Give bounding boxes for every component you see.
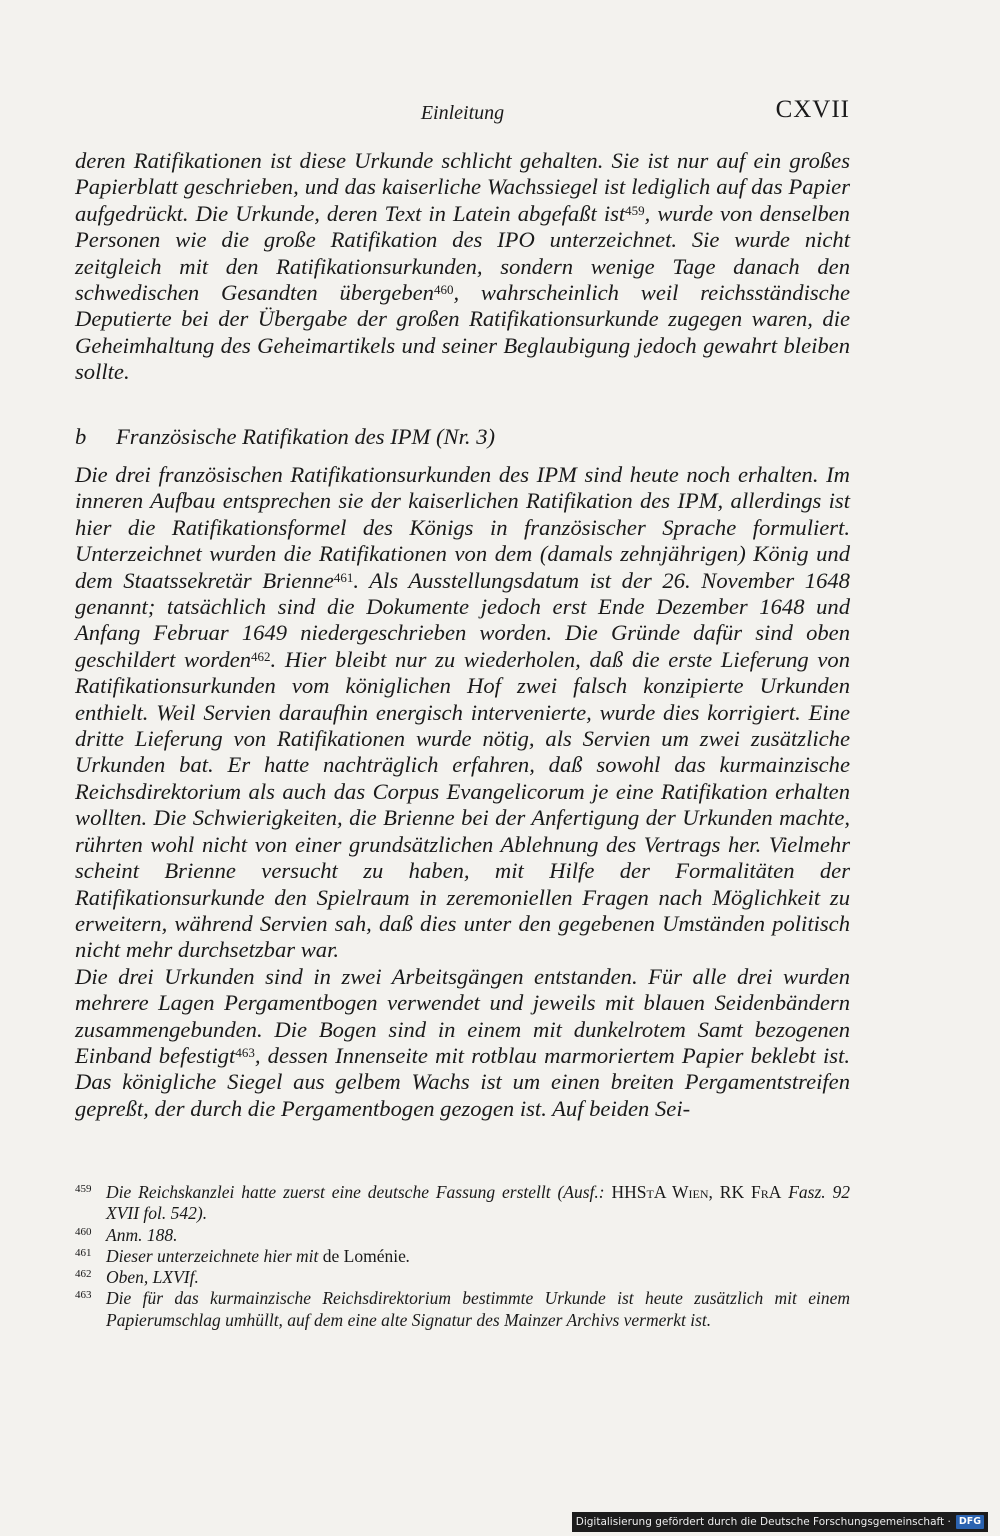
footnote-text: Fasz. 92 XVII fol. 542). bbox=[106, 1182, 851, 1224]
footnote-463 bbox=[75, 1288, 850, 1331]
footnote-459 bbox=[75, 1182, 850, 1225]
footnote-number: 459 bbox=[75, 1183, 92, 1195]
footnotes bbox=[75, 1182, 850, 1331]
paragraph-2-text: . Hier bleibt nur zu wiederholen, daß die erste Lieferung von Ratifikationsurkunden vom königlichen Hof zwei falsch konzipierte Urkunden enthielt. Weil Servien daraufhin energisch intervenierte, wurde dies korrigiert. Eine dritte Lieferung von Ratifikationen wurde nötig, als Servien um zwei zusätzliche Urkunden bat. Er hatte nachträglich erfahren, daß sowohl das kurmainzische Reichsdirektorium als auch das Corpus Evangelicorum je eine Ratifikation erhalten wollten. Die Schwierigkeiten, die Brienne bei der Anfertigung der Urkunden machte, rührten wohl nicht von einer grundsätzlichen Ablehnung des Vertrags her. Vielmehr scheint Brienne versucht zu haben, mit Hilfe der Formalitäten der Ratifikationsurkunde den Spielraum in zeremoniellen Fragen nach Möglichkeit zu erweitern, während Servien sah, daß dies unter den gegebenen Umständen politisch nicht mehr durchsetzbar war. bbox=[75, 646, 850, 963]
digitization-credit bbox=[572, 1512, 988, 1532]
footnote-text: Oben, LXVIf. bbox=[106, 1267, 199, 1288]
paragraph-2-text: . Als Ausstellungsdatum ist der 26. November 1648 genannt; tatsächlich sind die Dokumente jedoch erst Ende Dezember 1648 und Anfang Februar 1649 niedergeschrieben worden. Die Gründe dafür sind oben geschildert worden bbox=[75, 567, 850, 672]
paragraph-3-text: Die drei Urkunden sind in zwei Arbeitsgängen entstanden. Für alle drei wurden mehrere Lagen Pergamentbogen verwendet und jeweils mit blauen Seidenbändern zusammengebunden. Die Bogen sind in einem mit dunkelrotem Samt bezogenen Einband befestigt bbox=[75, 963, 850, 1068]
footnote-462 bbox=[75, 1267, 850, 1288]
dfg-logo-icon: DFG bbox=[956, 1515, 984, 1529]
credit-text: Digitalisierung gefördert durch die Deutsche Forschungsgemeinschaft · bbox=[575, 1516, 951, 1528]
footnote-number: 460 bbox=[75, 1225, 92, 1238]
footnote-text: Anm. 188. bbox=[106, 1224, 178, 1245]
page-number: CXVII bbox=[775, 96, 850, 123]
footnote-number: 461 bbox=[75, 1246, 92, 1259]
footnote-text: Die für das kurmainzische Reichsdirektorium bestimmte Urkunde ist heute zusätzlich mit einem Papierumschlag umhüllt, auf dem eine alte Signatur des Mainzer Archivs vermerkt ist. bbox=[106, 1288, 850, 1330]
footnote-archive: HHStA Wien, RK FrA bbox=[611, 1182, 782, 1202]
main-text-block-1 bbox=[75, 148, 850, 386]
footnote-text: Die Reichskanzlei hatte zuerst eine deutsche Fassung erstellt (Ausf.: bbox=[106, 1182, 612, 1202]
footnote-ref-462[interactable]: 462 bbox=[251, 648, 271, 664]
paragraph-1-text: , wurde von denselben Personen wie die große Ratifikation des IPO unterzeichnet. Sie wurde nicht zeitgleich mit den Ratifikationsurkunden, sondern wenige Tage danach den schwedischen Gesandten übergeben bbox=[75, 200, 850, 306]
main-text-block-2 bbox=[75, 462, 850, 1122]
footnote-461 bbox=[75, 1246, 850, 1267]
section-heading bbox=[75, 424, 850, 450]
footnote-number: 462 bbox=[75, 1268, 92, 1281]
section-number: b bbox=[75, 424, 87, 449]
running-head-title: Einleitung bbox=[420, 102, 505, 124]
footnote-ref-459[interactable]: 459 bbox=[625, 202, 645, 218]
paragraph-1-text: deren Ratifikationen ist diese Urkunde schlicht gehalten. Sie ist nur auf ein großes Papierblatt geschrieben, und das kaiserliche Wachssiegel ist lediglich auf das Papier aufgedrückt. Die Urkunde, deren Text in Latein abgefaßt ist bbox=[75, 148, 850, 226]
footnote-ref-460[interactable]: 460 bbox=[433, 282, 454, 298]
paragraph-3 bbox=[75, 964, 850, 1122]
footnote-text: . bbox=[405, 1245, 411, 1266]
footnote-460 bbox=[75, 1225, 850, 1246]
paragraph-2-text: Die drei französischen Ratifikationsurkunden des IPM sind heute noch erhalten. Im inneren Aufbau entsprechen sie der kaiserlichen Ratifikation des IPM, allerdings ist hier die Ratifikationsformel des Königs in französischer Sprache formuliert. Unterzeichnet wurden die Ratifikationen von dem (damals zehnjährigen) König und dem Staatssekretär Brienne bbox=[75, 462, 850, 593]
footnote-ref-461[interactable]: 461 bbox=[333, 569, 354, 585]
running-head bbox=[75, 96, 850, 130]
footnote-text: Dieser unterzeichnete hier mit bbox=[106, 1245, 323, 1266]
footnote-ref-463[interactable]: 463 bbox=[235, 1044, 255, 1060]
footnote-number: 463 bbox=[75, 1289, 92, 1302]
paragraph-1 bbox=[75, 148, 850, 386]
section-title: Französische Ratifikation des IPM (Nr. 3) bbox=[116, 424, 496, 449]
paragraph-2 bbox=[75, 462, 850, 964]
footnote-name: de Loménie bbox=[322, 1245, 406, 1266]
paragraph-3-text: , dessen Innenseite mit rotblau marmoriertem Papier beklebt ist. Das königliche Siegel aus gelbem Wachs ist um einen breiten Pergamentstreifen gepreßt, der durch die Pergamentbogen gezogen ist. Auf beiden Sei- bbox=[75, 1042, 850, 1121]
paragraph-1-text: , wahrscheinlich weil reichsständische Deputierte bei der Übergabe der großen Ratifikationsurkunde zugegen waren, die Geheimhaltung des Geheimartikels und seiner Beglaubigung jedoch gewahrt bleiben sollte. bbox=[75, 280, 850, 385]
